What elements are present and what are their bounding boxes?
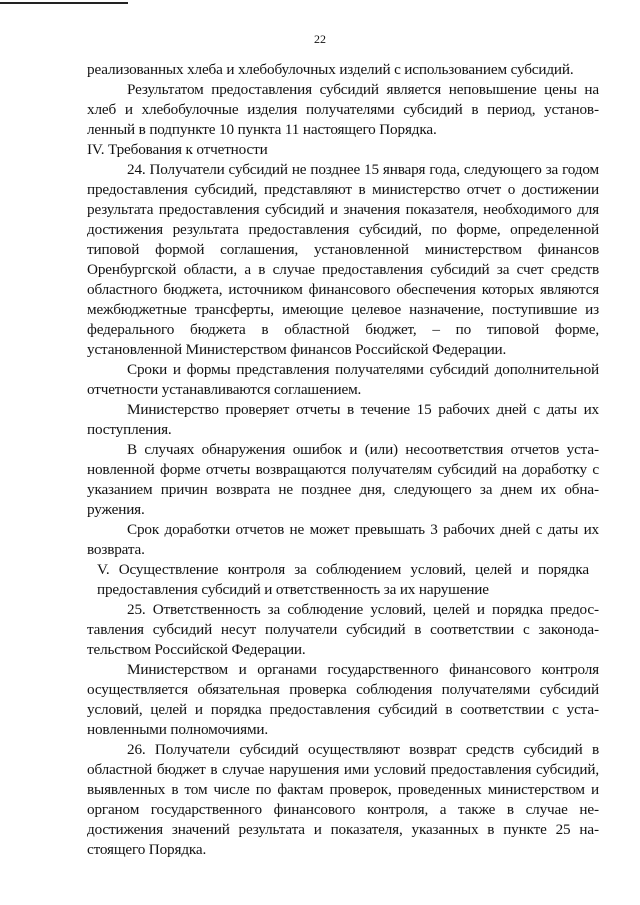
top-rule-line	[0, 2, 128, 4]
page-number: 22	[314, 32, 326, 46]
section-iv-heading: IV. Требования к отчетности	[87, 141, 268, 158]
paragraph-report-check: Министерство проверяет отчеты в течение 15 рабочих дней с даты их поступления.	[87, 401, 599, 438]
paragraph-additional-reporting: Сроки и формы представления получателями субсидий дополнительной отчетности устанавливаются соглашением.	[87, 361, 599, 398]
document-body	[87, 60, 599, 860]
section-v-heading: V. Осуществление контроля за соблюдением условий, целей и порядка предоставления субсидий и ответственность за их нарушение	[97, 561, 589, 598]
paragraph-continuation: реализованных хлеба и хлебобулочных изделий с использованием субсидий.	[87, 61, 574, 78]
paragraph-report-errors: В случаях обнаружения ошибок и (или) несоответствия отчетов установленной форме отчеты возвращаются получателям субсидий на доработку с указанием причин возврата не позднее дня, следующего за днем их обнаружения.	[87, 441, 599, 518]
paragraph-24: 24. Получатели субсидий не позднее 15 января года, следующего за годом предоставления субсидий, представляют в министерство отчет о достижении результата предоставления субсидий и значения показателя, необходимого для достижения результата предоставления субсидий, по форме, определенной типовой формой соглашения, установленной министерством финансов Оренбургской области, а в случае предоставления субсидий за счет средств областного бюджета, источником финансового обеспечения которых являются межбюджетные трансферты, имеющие целевое назначение, поступившие из федерального бюджета в областной бюджет, – по типовой форме, установленной Министерством финансов Российской Федерации.	[87, 161, 599, 358]
paragraph-result: Результатом предоставления субсидий является неповышение цены на хлеб и хлебобулочные изделия получателями субсидий в период, установленный в подпункте 10 пункта 11 настоящего Порядка.	[87, 81, 599, 138]
paragraph-report-revision: Срок доработки отчетов не может превышать 3 рабочих дней с даты их возврата.	[87, 521, 599, 558]
paragraph-26: 26. Получатели субсидий осуществляют возврат средств субсидий в областной бюджет в случае нарушения ими условий предоставления субсидий, выявленных в том числе по фактам проверок, проведенных министерством и органом государственного финансового контроля, а также в случае недостижения значений результата и показателя, указанных в пункте 25 настоящего Порядка.	[87, 741, 599, 858]
paragraph-25: 25. Ответственность за соблюдение условий, целей и порядка предоставления субсидий несут получатели субсидий в соответствии с законодательством Российской Федерации.	[87, 601, 599, 658]
paragraph-control-check: Министерством и органами государственного финансового контроля осуществляется обязательная проверка соблюдения получателями субсидий условий, целей и порядка предоставления субсидий в соответствии с установленными полномочиями.	[87, 661, 599, 738]
